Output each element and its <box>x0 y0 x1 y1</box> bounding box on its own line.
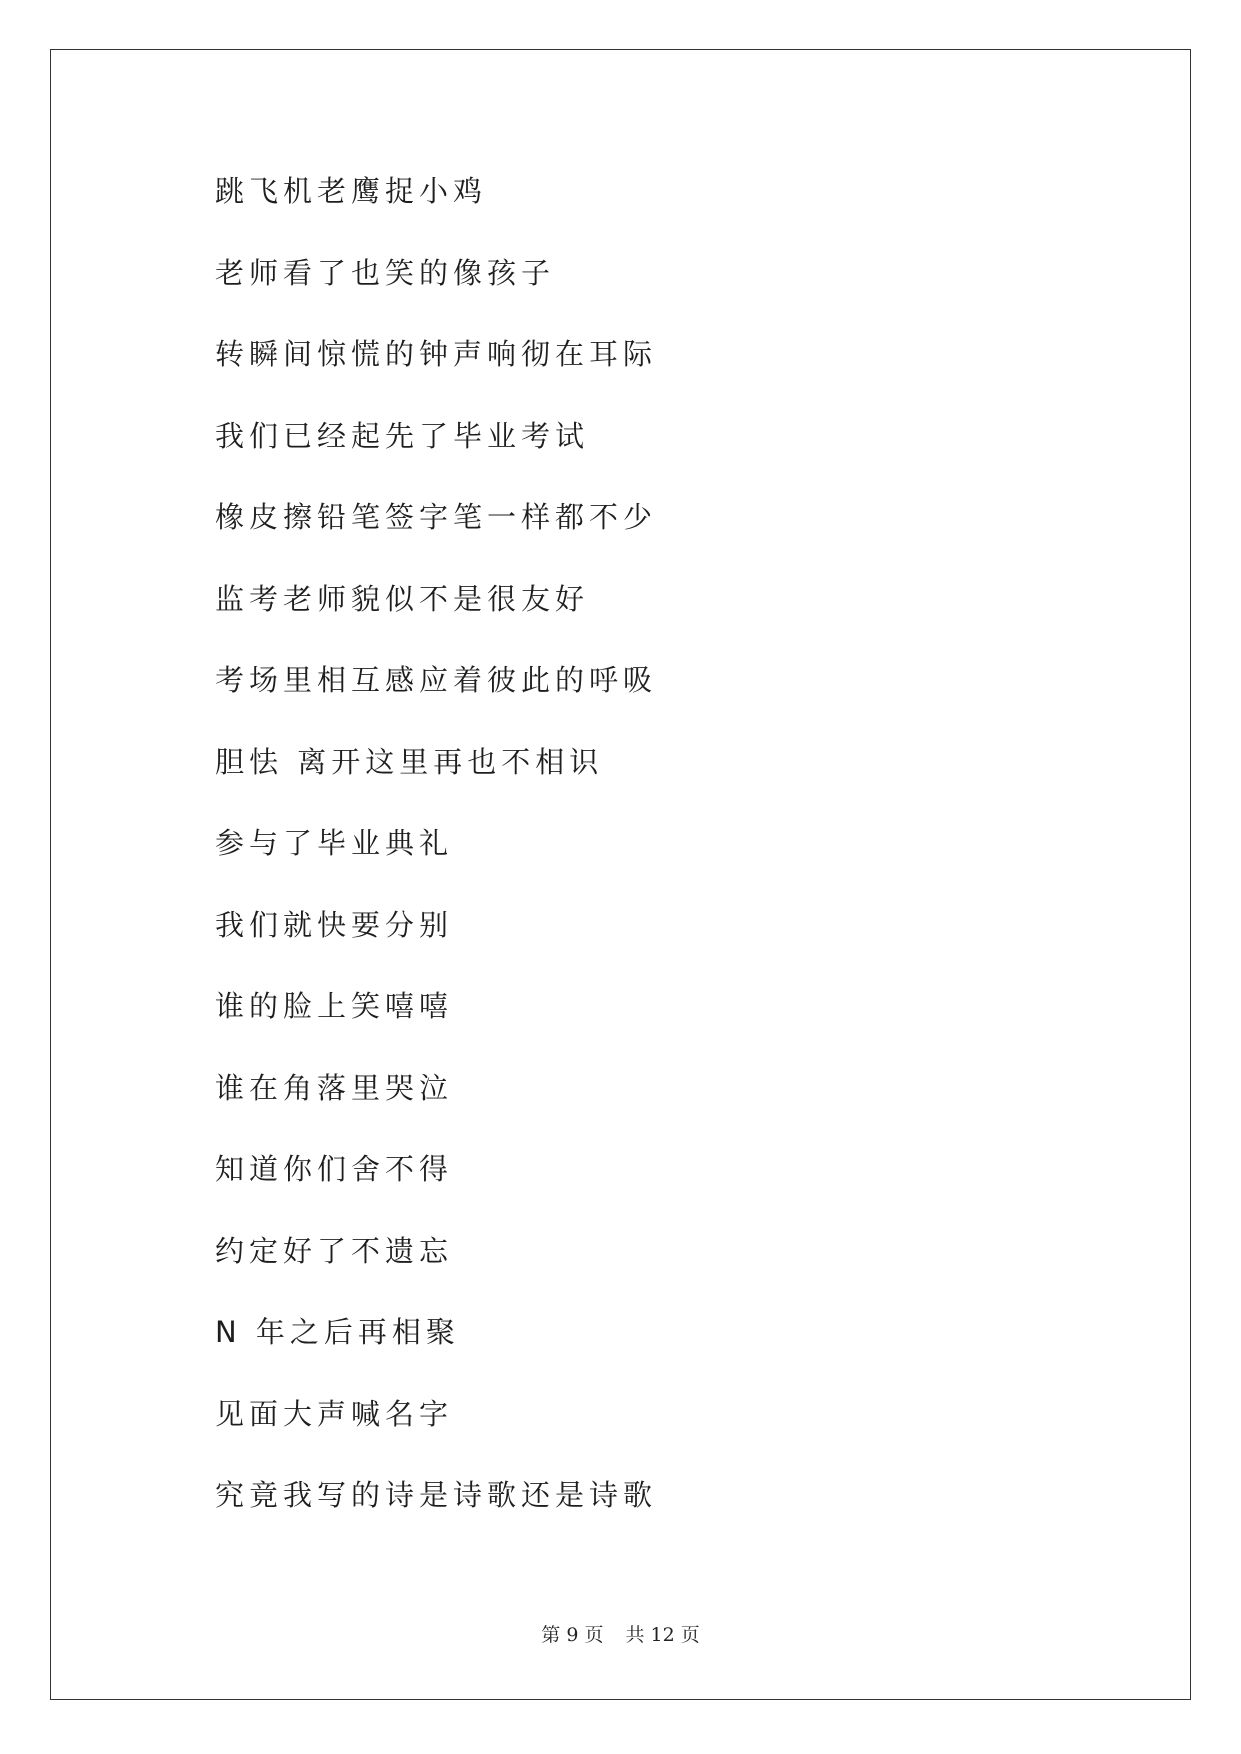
poem-line: 究竟我写的诗是诗歌还是诗歌 <box>215 1478 658 1512</box>
poem-line: 参与了毕业典礼 <box>215 826 454 860</box>
poem-line: 见面大声喊名字 <box>215 1396 454 1431</box>
poem-line: N 年之后再相聚 <box>215 1315 460 1349</box>
page-footer <box>0 1620 1241 1647</box>
poem-line: 考场里相互感应着彼此的呼吸 <box>215 663 658 697</box>
poem-line: 转瞬间惊慌的钟声响彻在耳际 <box>215 337 658 371</box>
poem-line: 胆怯 离开这里再也不相识 <box>215 744 604 779</box>
page-number: 第 9 页 <box>541 1624 604 1646</box>
poem-line: 知道你们舍不得 <box>215 1152 454 1186</box>
poem-line: 谁的脸上笑嘻嘻 <box>215 989 454 1023</box>
page-total: 共 12 页 <box>625 1624 700 1646</box>
poem-line: 橡皮擦铅笔签字笔一样都不少 <box>215 500 658 534</box>
poem-line: 我们就快要分别 <box>215 907 454 942</box>
poem-body <box>215 170 657 1556</box>
poem-line: 谁在角落里哭泣 <box>215 1070 454 1105</box>
poem-line: 跳飞机老鹰捉小鸡 <box>215 174 488 208</box>
poem-line: 老师看了也笑的像孩子 <box>215 255 556 290</box>
poem-line: 我们已经起先了毕业考试 <box>215 418 590 453</box>
poem-line: 监考老师貌似不是很友好 <box>215 581 590 616</box>
poem-line: 约定好了不遗忘 <box>215 1233 454 1268</box>
